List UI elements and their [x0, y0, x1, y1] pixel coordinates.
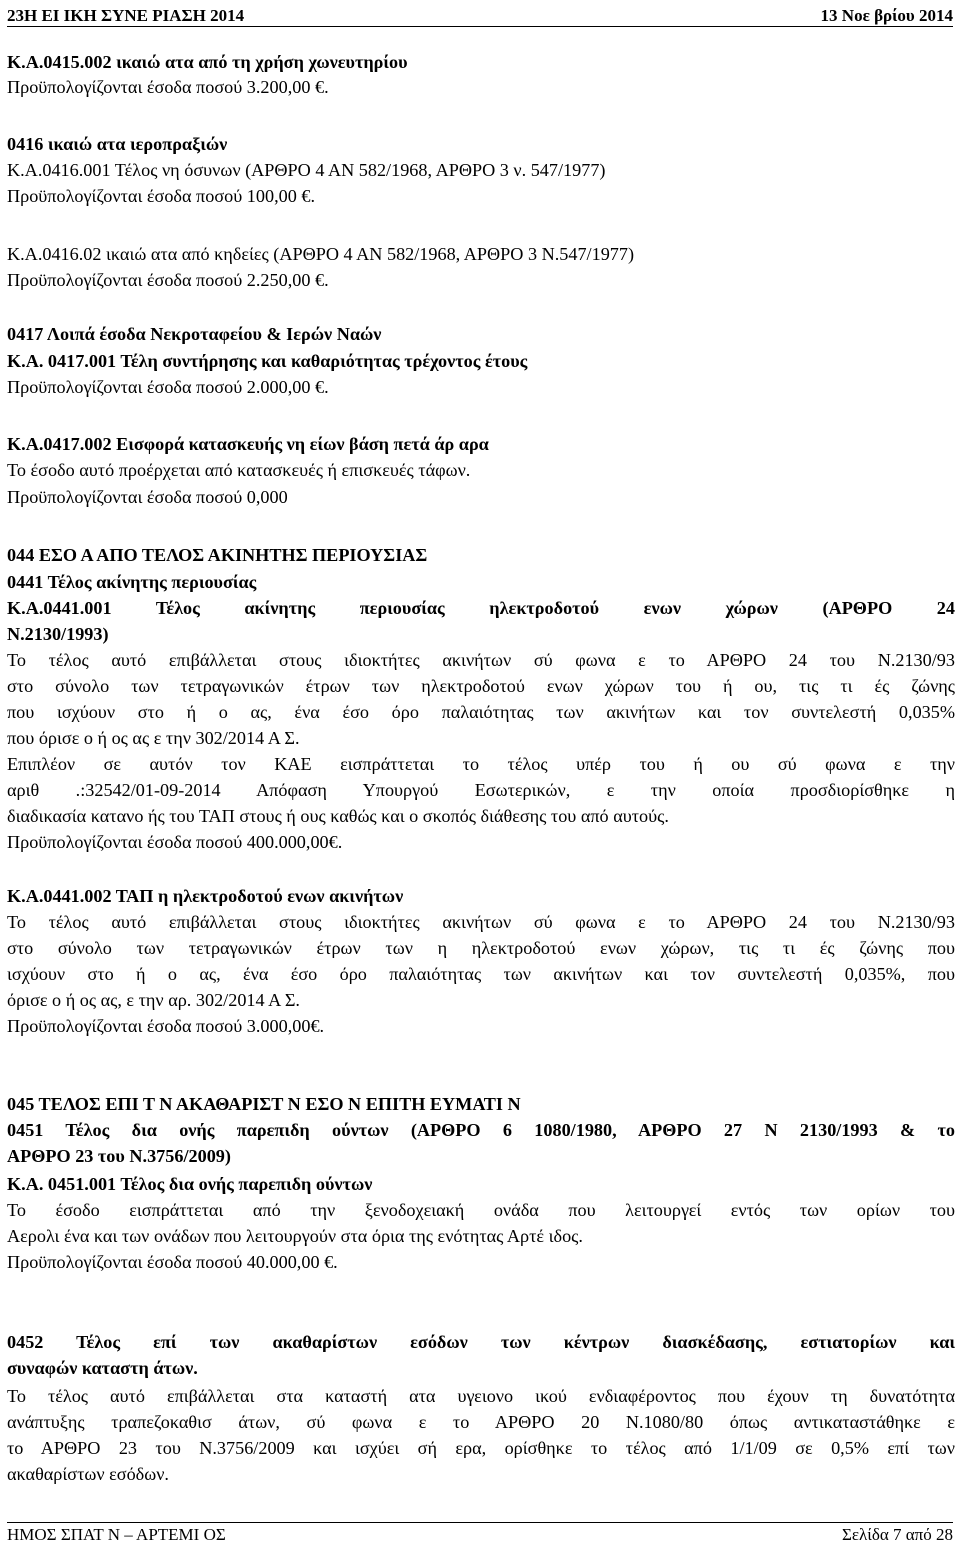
text-line: Προϋπολογίζονται έσοδα ποσού 3.200,00 €.	[7, 77, 329, 97]
header-date: 13 Νοε βρίου 2014	[820, 6, 953, 25]
text-line: αριθ .:32542/01-09-2014 Απόφαση Υπουργού Εσωτερικών, ε την οποία προσδιορίσθηκε η	[7, 780, 955, 800]
text-line: Προϋπολογίζονται έσοδα ποσού 2.000,00 €.	[7, 377, 329, 397]
text-line: Κ.Α.0417.002 Εισφορά κατασκευής νη είων βάση πετά άρ αρα	[7, 434, 489, 454]
text-line: διαδικασία κατανο ής του ΤΑΠ στους ή ους καθώς και ο σκοπός διάθεσης του από αυτούς.	[7, 806, 669, 826]
text-line: Το τέλος αυτό επιβάλλεται στους ιδιοκτήτες ακινήτων σύ φωνα ε το ΑΡΘΡΟ 24 του Ν.2130/93	[7, 650, 955, 670]
text-line: Αερολι ένα και των ονάδων που λειτουργούν στα όρια της ενότητας Αρτέ ιδος.	[7, 1226, 583, 1246]
text-line: 044 ΕΣΟ Α ΑΠΟ ΤΕΛΟΣ ΑΚΙΝΗΤΗΣ ΠΕΡΙΟΥΣΙΑΣ	[7, 545, 428, 565]
text-line: το ΑΡΘΡΟ 23 του Ν.3756/2009 και ισχύει σή ερα, ορίσθηκε το τέλος από 1/1/09 σε 0,5% επί των	[7, 1438, 955, 1458]
text-line: Ν.2130/1993)	[7, 624, 109, 644]
text-line: Προϋπολογίζονται έσοδα ποσού 100,00 €.	[7, 186, 315, 206]
header-meeting-title: 23Η ΕΙ ΙΚΗ ΣΥΝΕ ΡΙΑΣΗ 2014	[7, 6, 245, 25]
text-line: 0417 Λοιπά έσοδα Νεκροταφείου & Ιερών Ναών	[7, 324, 382, 344]
page-header	[7, 2, 953, 27]
text-line: που ισχύουν στο ή ο ας, ένα έσο όρο παλαιότητας των ακινήτων και τον συντελεστή 0,035%	[7, 702, 955, 722]
text-line: Το τέλος αυτό επιβάλλεται στους ιδιοκτήτες ακινήτων σύ φωνα ε το ΑΡΘΡΟ 24 του Ν.2130/93	[7, 912, 955, 932]
footer-page-number: Σελίδα 7 από 28	[841, 1525, 953, 1544]
text-line: Κ.Α. 0451.001 Τέλος δια ονής παρεπιδη ούντων	[7, 1174, 373, 1194]
footer-municipality: ΗΜΟΣ ΣΠΑΤ Ν – ΑΡΤΕΜΙ ΟΣ	[7, 1525, 226, 1544]
text-line: στο σύνολο των τετραγωνικών έτρων των η ηλεκτροδοτού ενων χώρων, τις τι ές ζώνης που	[7, 938, 955, 958]
text-line: Επιπλέον σε αυτόν τον ΚΑΕ εισπράττεται το τέλος υπέρ του ή ου σύ φωνα ε την	[7, 754, 955, 774]
text-line: 0452 Τέλος επί των ακαθαρίστων εσόδων των κέντρων διασκέδασης, εστιατορίων και	[7, 1332, 955, 1352]
text-line: Προϋπολογίζονται έσοδα ποσού 40.000,00 €.	[7, 1252, 338, 1272]
text-line: στο σύνολο των τετραγωνικών έτρων των ηλεκτροδοτού ενων χώρων του ή ου, τις τι ές ζώνης	[7, 676, 955, 696]
text-line: Κ.Α.0441.001 Τέλος ακίνητης περιουσίας ηλεκτροδοτού ενων χώρων (ΑΡΘΡΟ 24	[7, 598, 955, 618]
text-line: Κ.Α.0415.002 ικαιώ ατα από τη χρήση χωνευτηρίου	[7, 52, 408, 72]
text-line: Κ.Α.0441.002 ΤΑΠ η ηλεκτροδοτού ενων ακινήτων	[7, 886, 404, 906]
text-line: Το έσοδο αυτό προέρχεται από κατασκευές ή επισκευές τάφων.	[7, 460, 471, 480]
text-line: ανάπτυξης τραπεζοκαθισ άτων, σύ φωνα ε το ΑΡΘΡΟ 20 Ν.1080/80 όπως αντικαταστάθηκε ε	[7, 1412, 955, 1432]
text-line: όρισε ο ή ος ας, ε την αρ. 302/2014 Α Σ.	[7, 990, 300, 1010]
text-line: Το έσοδο εισπράττεται από την ξενοδοχειακή ονάδα που λειτουργεί εντός των ορίων του	[7, 1200, 955, 1220]
text-line: Κ.Α.0416.001 Τέλος νη όσυνων (ΑΡΘΡΟ 4 ΑΝ 582/1968, ΑΡΘΡΟ 3 ν. 547/1977)	[7, 160, 606, 180]
page-footer	[7, 1522, 953, 1547]
text-line: ισχύουν στο ή ο ας, ένα έσο όρο παλαιότητας των ακινήτων και τον συντελεστή 0,035%, που	[7, 964, 955, 984]
text-line: Προϋπολογίζονται έσοδα ποσού 2.250,00 €.	[7, 270, 329, 290]
text-line: που όρισε ο ή ος ας ε την 302/2014 Α Σ.	[7, 728, 300, 748]
text-line: Προϋπολογίζονται έσοδα ποσού 0,000	[7, 487, 288, 507]
text-line: 0451 Τέλος δια ονής παρεπιδη ούντων (ΑΡΘΡΟ 6 1080/1980, ΑΡΘΡΟ 27 Ν 2130/1993 & το	[7, 1120, 955, 1140]
text-line: Το τέλος αυτό επιβάλλεται στα καταστή ατα υγειονο ικού ενδιαφέροντος που έχουν τη δυνατότητα	[7, 1386, 955, 1406]
text-line: συναφών καταστη άτων.	[7, 1358, 198, 1378]
text-line: 045 ΤΕΛΟΣ ΕΠΙ Τ Ν ΑΚΑΘΑΡΙΣΤ Ν ΕΣΟ Ν ΕΠΙΤΗ ΕΥΜΑΤΙ Ν	[7, 1094, 521, 1114]
text-line: ΑΡΘΡΟ 23 του Ν.3756/2009)	[7, 1146, 231, 1166]
text-line: Προϋπολογίζονται έσοδα ποσού 3.000,00€.	[7, 1016, 325, 1036]
text-line: 0441 Τέλος ακίνητης περιουσίας	[7, 572, 257, 592]
text-line: 0416 ικαιώ ατα ιεροπραξιών	[7, 134, 228, 154]
text-line: Προϋπολογίζονται έσοδα ποσού 400.000,00€.	[7, 832, 343, 852]
text-line: Κ.Α.0416.02 ικαιώ ατα από κηδείες (ΑΡΘΡΟ 4 ΑΝ 582/1968, ΑΡΘΡΟ 3 Ν.547/1977)	[7, 244, 635, 264]
text-line: Κ.Α. 0417.001 Τέλη συντήρησης και καθαριότητας τρέχοντος έτους	[7, 351, 528, 371]
text-line: ακαθαρίστων εσόδων.	[7, 1464, 169, 1484]
